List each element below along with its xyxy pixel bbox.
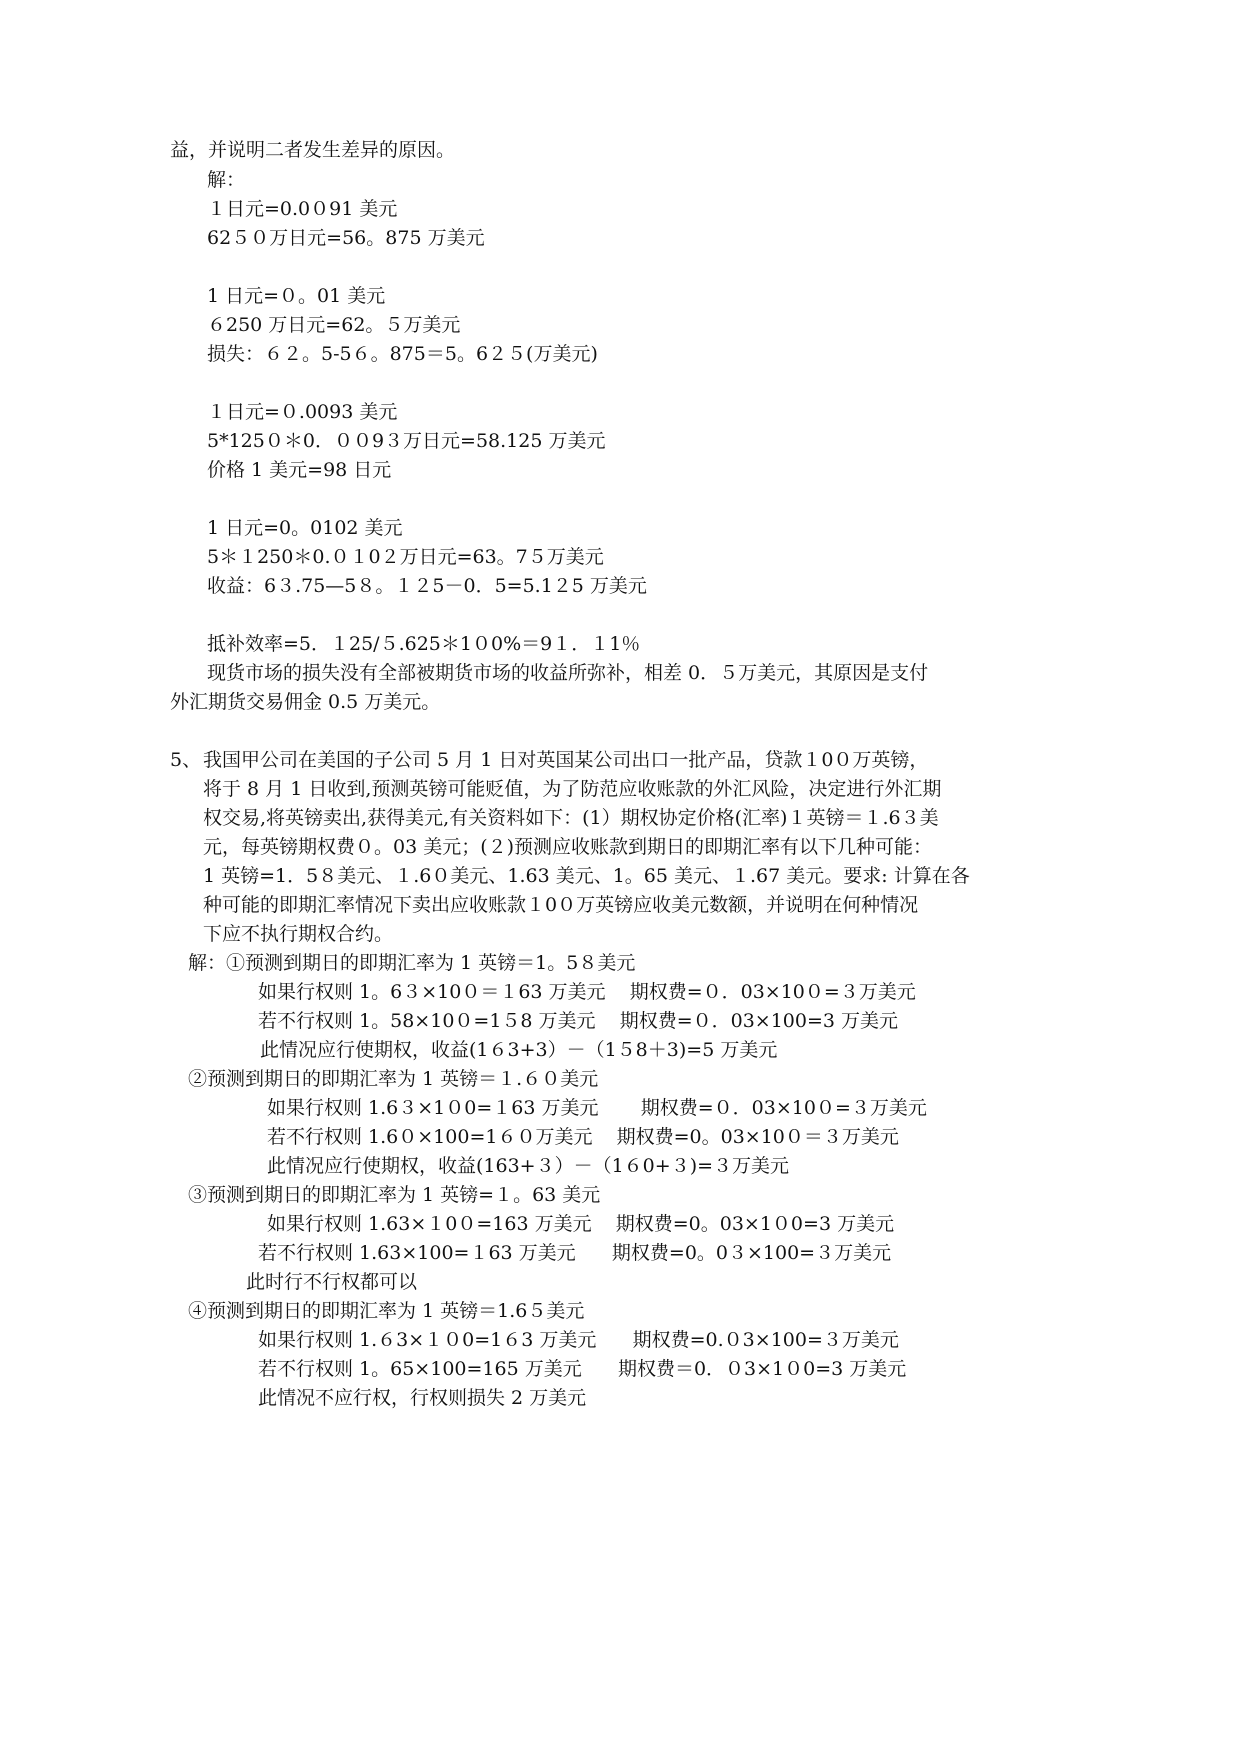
text-line: 62５０万日元=56。875 万美元 [207, 227, 485, 249]
text-line: 此情况应行使期权，收益(1６3+3）－（1５8＋3)=5 万美元 [260, 1039, 778, 1061]
text-line: 抵补效率=5．１25/５.625＊1０0%＝9１．１1％ [207, 633, 641, 655]
text-line: 下应不执行期权合约。 [203, 923, 394, 945]
text-line: 5*125０＊0．００9３万日元=58.125 万美元 [207, 430, 606, 452]
text-line: 1 日元=0。0102 美元 [207, 517, 403, 539]
text-line: 1 日元=０。01 美元 [207, 285, 386, 307]
text-line: 如果行权则 1。6３×10０＝１63 万美元 期权费=０．03×10０=３万美元 [258, 981, 916, 1003]
text-line: 若不行权则 1.6０×100=1６０万美元 期权费=0。03×10０＝３万美元 [267, 1126, 899, 1148]
text-line: 此时行不行权都可以 [246, 1271, 418, 1293]
text-line: 此情况应行使期权，收益(163+３）－（1６0+３)=３万美元 [267, 1155, 790, 1177]
text-line: 如果行权则 1.6３×1０0=１63 万美元 期权费=０．03×10０=３万美元 [267, 1097, 927, 1119]
text-line: 种可能的即期汇率情况下卖出应收账款１0０万英镑应收美元数额，并说明在何种情况 [203, 894, 919, 916]
text-line: 损失：６２。5-5６。875＝5。6２５(万美元) [207, 343, 598, 365]
text-line: 解：①预测到期日的即期汇率为 1 英镑＝1。5８美元 [188, 952, 636, 974]
text-line: 益，并说明二者发生差异的原因。 [170, 139, 456, 161]
text-line: 若不行权则 1。58×10０=1５8 万美元 期权费=０．03×100=3 万美元 [258, 1010, 899, 1032]
text-line: 收益：6３.75—5８。１２5－0．5=5.1２5 万美元 [207, 575, 647, 597]
text-line: 权交易,将英镑卖出,获得美元,有关资料如下：(1）期权协定价格(汇率)１英镑＝１.6３美 [203, 807, 939, 829]
text-line: ③预测到期日的即期汇率为 1 英镑=１。63 美元 [188, 1184, 601, 1206]
text-line: 元，每英镑期权费０。03 美元；(２)预测应收账款到期日的即期汇率有以下几种可能： [203, 836, 933, 858]
text-line: 此情况不应行权，行权则损失 2 万美元 [258, 1387, 587, 1409]
text-line: 若不行权则 1.63×100=１63 万美元 期权费=0。0３×100=３万美元 [258, 1242, 892, 1264]
text-line: 现货市场的损失没有全部被期货市场的收益所弥补，相差 0．５万美元，其原因是支付 [207, 662, 929, 684]
text-line: 若不行权则 1。65×100=165 万美元 期权费＝0．０3×1０0=3 万美元 [258, 1358, 907, 1380]
text-line: ６250 万日元=62。５万美元 [207, 314, 461, 336]
text-line: ②预测到期日的即期汇率为 1 英镑＝１.６０美元 [188, 1068, 599, 1090]
text-line: 外汇期货交易佣金 0.5 万美元。 [170, 691, 441, 713]
text-line: 将于 8 月 1 日收到,预测英镑可能贬值，为了防范应收账款的外汇风险，决定进行外汇期 [203, 778, 942, 800]
list-number: 5、 [170, 749, 202, 771]
text-line: 如果行权则 1.63×１0０=163 万美元 期权费=0。03×1０0=3 万美元 [267, 1213, 895, 1235]
text-line: １日元=0.0０91 美元 [207, 198, 398, 220]
text-line: １日元=０.0093 美元 [207, 401, 398, 423]
text-line: 1 英镑=1．5８美元、１.6０美元、1.63 美元、1。65 美元、１.67 美元。要求: 计算在各 [203, 865, 970, 887]
text-line: 价格 1 美元=98 日元 [207, 459, 392, 481]
text-line: 如果行权则 1.６3×１０0=1６3 万美元 期权费=0.０3×100=３万美元 [258, 1329, 899, 1351]
text-line: 解： [207, 169, 246, 191]
text-line: 5＊１250＊0.０１0２万日元=63。7５万美元 [207, 546, 604, 568]
text-line: 我国甲公司在美国的子公司 5 月 1 日对英国某公司出口一批产品，贷款１0０万英镑， [203, 749, 929, 771]
text-line: ④预测到期日的即期汇率为 1 英镑＝1.6５美元 [188, 1300, 585, 1322]
